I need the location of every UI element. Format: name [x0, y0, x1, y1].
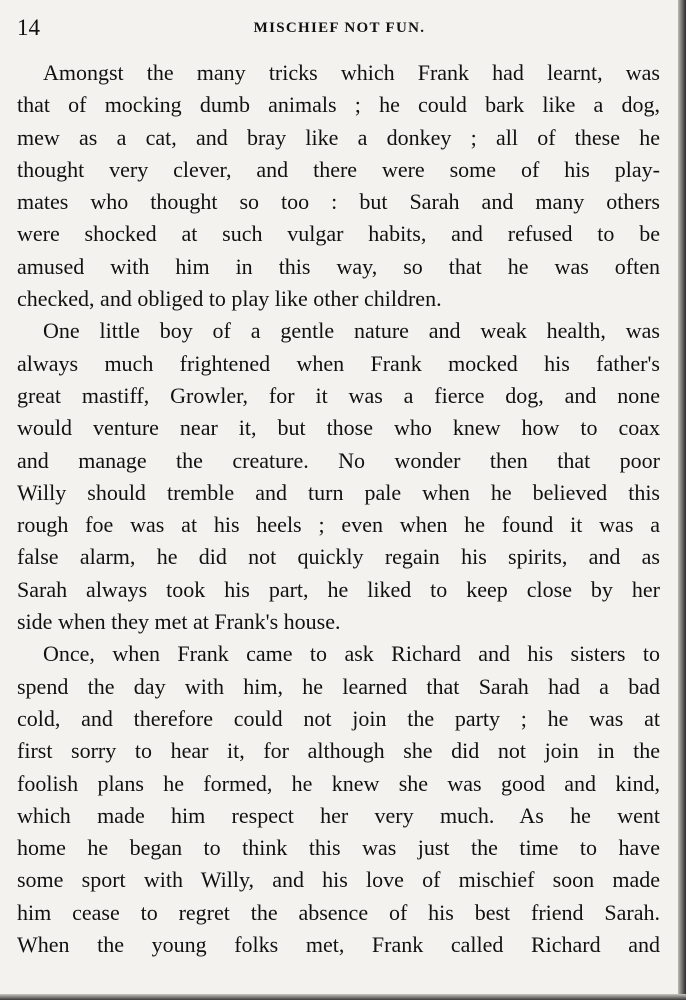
running-title: MISCHIEF NOT FUN.: [253, 20, 426, 36]
text-line: One little boy of a gentle nature and weak health, was: [43, 318, 660, 344]
text-line: spend the day with him, he learned that Sarah had a bad: [17, 673, 660, 699]
text-line: first sorry to hear it, for although she did not join in the: [17, 738, 660, 764]
text-line: side when they met at Frank's house.: [17, 609, 341, 635]
page-bottom-shadow: [0, 994, 686, 1000]
text-line: him cease to regret the absence of his best friend Sarah.: [17, 899, 660, 925]
text-line: great mastiff, Growler, for it was a fierce dog, and none: [17, 382, 660, 408]
text-line: and manage the creature. No wonder then that poor: [17, 447, 660, 473]
text-line: mew as a cat, and bray like a donkey ; all of these he: [17, 124, 660, 150]
text-line: foolish plans he formed, he knew she was good and kind,: [17, 770, 660, 796]
text-line: which made him respect her very much. As he went: [17, 802, 660, 828]
text-line: rough foe was at his heels ; even when he found it was a: [17, 512, 660, 538]
text-line: thought very clever, and there were some of his play-: [17, 156, 660, 182]
text-line: amused with him in this way, so that he was often: [17, 253, 660, 279]
text-line: always much frightened when Frank mocked his father's: [17, 350, 660, 376]
text-line: checked, and obliged to play like other children.: [17, 286, 442, 312]
page-number: 14: [17, 15, 40, 40]
text-line: some sport with Willy, and his love of mischief soon made: [17, 867, 660, 893]
text-line: mates who thought so too : but Sarah and many others: [17, 189, 660, 215]
text-line: would venture near it, but those who knew how to coax: [17, 415, 660, 441]
paragraph-1: [17, 57, 660, 315]
text-line: were shocked at such vulgar habits, and refused to be: [17, 221, 660, 247]
text-line: that of mocking dumb animals ; he could bark like a dog,: [17, 92, 660, 118]
paragraph-3: [17, 638, 660, 961]
paragraph-2: [17, 315, 660, 638]
text-line: false alarm, he did not quickly regain his spirits, and as: [17, 544, 660, 570]
page-edge-shadow: [678, 0, 686, 1000]
page-header: [17, 14, 662, 42]
text-line: cold, and therefore could not join the party ; he was at: [17, 705, 660, 731]
text-line: Willy should tremble and turn pale when he believed this: [17, 479, 660, 505]
text-line: Amongst the many tricks which Frank had learnt, was: [43, 60, 660, 85]
body-text: [17, 57, 660, 961]
text-line: When the young folks met, Frank called Richard and: [17, 932, 660, 958]
text-line: Sarah always took his part, he liked to keep close by her: [17, 576, 660, 602]
text-line: Once, when Frank came to ask Richard and his sisters to: [43, 641, 660, 667]
text-line: home he began to think this was just the time to have: [17, 835, 660, 861]
